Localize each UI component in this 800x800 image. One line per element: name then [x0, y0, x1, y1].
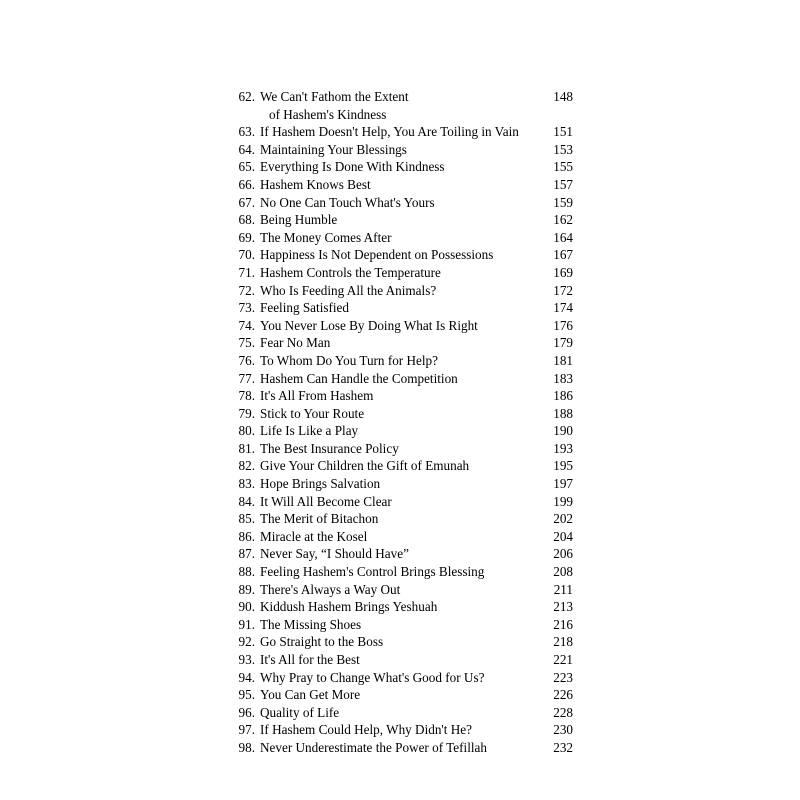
toc-entry-title — [260, 211, 337, 229]
toc-entry-number: 72. — [238, 282, 255, 298]
toc-entry-title — [260, 493, 392, 511]
toc-entry[interactable] — [228, 334, 573, 352]
toc-entry-page-number: 167 — [553, 247, 573, 263]
toc-entry-number: 77. — [238, 370, 255, 386]
toc-entry-text — [228, 475, 380, 493]
toc-entry-text — [228, 334, 330, 352]
toc-entry-page-number: 148 — [553, 89, 573, 104]
toc-entry-title-line1: You Never Lose By Doing What Is Right — [260, 317, 478, 333]
toc-entry-number: 95. — [238, 687, 255, 703]
toc-entry-title — [260, 633, 383, 651]
toc-entry-title-line1: Miracle at the Kosel — [260, 528, 368, 544]
toc-entry-title — [260, 264, 441, 282]
toc-entry-text — [228, 194, 435, 212]
toc-entry-number: 87. — [238, 546, 255, 562]
toc-entry-page-number: 213 — [553, 599, 573, 615]
toc-entry-title — [260, 194, 435, 212]
toc-entry-page-number: 174 — [553, 300, 573, 316]
toc-entry-title-line1: Feeling Hashem's Control Brings Blessing — [260, 564, 485, 580]
toc-entry-title-line1: Life Is Like a Play — [260, 423, 359, 439]
toc-entry[interactable] — [228, 669, 573, 687]
toc-entry-text — [228, 141, 407, 159]
toc-entry-title — [260, 229, 391, 247]
toc-entry-title-line1: If Hashem Doesn't Help, You Are Toiling in Vain — [260, 124, 519, 140]
toc-entry[interactable] — [228, 686, 573, 704]
toc-entry[interactable] — [228, 405, 573, 423]
toc-entry[interactable] — [228, 317, 573, 335]
toc-entry-number: 71. — [238, 264, 255, 280]
toc-entry-number: 94. — [238, 669, 255, 685]
toc-entry[interactable] — [228, 211, 573, 229]
toc-entry-page-number: 226 — [553, 687, 573, 703]
toc-entry-title — [260, 651, 360, 669]
toc-entry-number: 65. — [238, 159, 255, 175]
toc-entry[interactable] — [228, 299, 573, 317]
toc-entry-text — [228, 176, 371, 194]
toc-entry-text — [228, 563, 484, 581]
toc-entry-number: 79. — [238, 405, 255, 421]
toc-entry-number: 86. — [238, 528, 255, 544]
toc-entry-number: 64. — [238, 141, 255, 157]
toc-entry-page-number: 162 — [553, 212, 573, 228]
toc-entry-title — [260, 317, 478, 335]
toc-entry-title — [260, 457, 469, 475]
toc-entry-page-number: 206 — [553, 546, 573, 562]
toc-entry-text — [228, 317, 478, 335]
toc-entry[interactable] — [228, 422, 573, 440]
toc-entry-title-line1: It Will All Become Clear — [260, 493, 392, 509]
toc-entry[interactable] — [228, 194, 573, 212]
toc-entry[interactable] — [228, 387, 573, 405]
toc-entry-text — [228, 457, 469, 475]
toc-entry-page-number: 183 — [553, 370, 573, 386]
toc-entry-title — [260, 440, 399, 458]
toc-entry-text — [228, 440, 399, 458]
toc-entry-number: 69. — [238, 229, 255, 245]
toc-entry[interactable] — [228, 176, 573, 194]
toc-entry-page-number: 151 — [553, 124, 573, 140]
toc-entry-page-number: 190 — [553, 423, 573, 439]
toc-entry-page-number: 188 — [553, 405, 573, 421]
toc-entry-title — [260, 545, 409, 563]
toc-entry-title — [260, 721, 472, 739]
toc-entry-page-number: 204 — [553, 528, 573, 544]
toc-entry-page-number: 230 — [553, 722, 573, 738]
toc-entry-title-line1: Who Is Feeding All the Animals? — [260, 282, 437, 298]
toc-entry-title-line1: It's All for the Best — [260, 652, 360, 667]
toc-entry-number: 80. — [238, 423, 255, 439]
toc-entry-title — [260, 510, 378, 528]
toc-entry-title — [260, 158, 445, 176]
toc-entry-title-line1: The Missing Shoes — [260, 616, 362, 632]
toc-entry-page-number: 199 — [553, 493, 573, 509]
toc-entry-text — [228, 581, 400, 599]
toc-entry-title — [260, 686, 360, 704]
toc-entry[interactable] — [228, 282, 573, 300]
toc-entry-text — [228, 721, 472, 739]
toc-entry-text — [228, 633, 383, 651]
toc-entry-title-line1: Hope Brings Salvation — [260, 476, 381, 492]
toc-entry-text — [228, 158, 445, 176]
toc-entry-number: 89. — [238, 581, 255, 597]
toc-entry-text — [228, 246, 493, 264]
toc-entry-title — [260, 422, 358, 440]
toc-entry-title — [260, 282, 436, 300]
toc-entry-page-number: 211 — [553, 581, 573, 597]
toc-entry-number: 93. — [238, 652, 255, 667]
toc-entry-title-line1: Quality of Life — [260, 704, 340, 720]
toc-entry[interactable] — [228, 581, 573, 599]
toc-entry[interactable] — [228, 158, 573, 176]
toc-entry-title — [260, 352, 438, 370]
toc-entry[interactable] — [228, 616, 573, 634]
toc-entry-text — [228, 651, 360, 669]
toc-entry-title-line1: Hashem Can Handle the Competition — [260, 370, 458, 386]
toc-entry-number: 96. — [238, 704, 255, 720]
toc-entry-text — [228, 616, 361, 634]
toc-entry-number: 82. — [238, 458, 255, 474]
toc-entry-title — [260, 299, 349, 317]
toc-entry-title-line1: Go Straight to the Boss — [260, 634, 384, 650]
toc-entry-title-line1: Kiddush Hashem Brings Yeshuah — [260, 599, 438, 615]
toc-entry-title-line1: Hashem Knows Best — [260, 176, 371, 192]
toc-entry-number: 62. — [238, 89, 255, 104]
toc-entry-title — [260, 475, 380, 493]
toc-entry-page-number: 221 — [553, 652, 573, 667]
toc-entry-page-number: 169 — [553, 264, 573, 280]
toc-entry-page-number: 153 — [553, 141, 573, 157]
toc-entry-text — [228, 739, 487, 757]
toc-entry-title-line1: You Can Get More — [260, 687, 361, 703]
toc-entry-title — [260, 88, 409, 123]
toc-entry-title — [260, 387, 373, 405]
toc-entry-text — [228, 282, 436, 300]
toc-entry-number: 88. — [238, 564, 255, 580]
toc-entry-page-number: 176 — [553, 317, 573, 333]
toc-entry-title-line1: The Money Comes After — [260, 229, 392, 245]
toc-entry[interactable] — [228, 510, 573, 528]
toc-entry-number: 98. — [238, 739, 255, 755]
toc-entry[interactable] — [228, 739, 573, 757]
toc-entry[interactable] — [228, 246, 573, 264]
toc-entry-page-number: 193 — [553, 440, 573, 456]
toc-entry-text — [228, 387, 373, 405]
toc-entry-title — [260, 176, 371, 194]
toc-entry-title — [260, 563, 484, 581]
toc-entry-page-number: 195 — [553, 458, 573, 474]
toc-entry-title-line1: The Merit of Bitachon — [260, 511, 379, 527]
toc-entry-page-number: 202 — [553, 511, 573, 527]
toc-entry-text — [228, 299, 349, 317]
toc-entry-text — [228, 123, 519, 141]
toc-entry[interactable] — [228, 141, 573, 159]
toc-entry[interactable] — [228, 352, 573, 370]
toc-entry-text — [228, 598, 437, 616]
toc-entry-text — [228, 704, 339, 722]
toc-entry[interactable] — [228, 493, 573, 511]
toc-entry-title — [260, 334, 330, 352]
toc-entry-title — [260, 581, 400, 599]
toc-entry-number: 85. — [238, 511, 255, 527]
toc-entry-page-number: 172 — [553, 282, 573, 298]
toc-entry-number: 63. — [238, 124, 255, 140]
toc-entry-title-line1: Stick to Your Route — [260, 405, 365, 421]
toc-entry[interactable] — [228, 563, 573, 581]
toc-entry-text — [228, 686, 360, 704]
toc-entry-page-number: 223 — [553, 669, 573, 685]
toc-entry-text — [228, 510, 378, 528]
toc-entry-page-number: 232 — [553, 739, 573, 755]
toc-entry-text — [228, 370, 458, 388]
toc-entry-number: 68. — [238, 212, 255, 228]
toc-entry-title-line1: Why Pray to Change What's Good for Us? — [260, 669, 485, 685]
toc-entry[interactable] — [228, 598, 573, 616]
toc-entry-title-line1: To Whom Do You Turn for Help? — [260, 352, 438, 368]
toc-entry-number: 92. — [238, 634, 255, 650]
toc-entry-title-line1: If Hashem Could Help, Why Didn't He? — [260, 722, 472, 738]
toc-entry-text — [228, 669, 484, 687]
toc-entry-title-line1: The Best Insurance Policy — [260, 440, 399, 456]
toc-entry[interactable] — [228, 704, 573, 722]
toc-entry[interactable] — [228, 264, 573, 282]
toc-entry-number: 81. — [238, 440, 255, 456]
toc-entry-title-line1: No One Can Touch What's Yours — [260, 194, 435, 210]
toc-entry[interactable] — [228, 229, 573, 247]
toc-entry-page-number: 157 — [553, 176, 573, 192]
toc-entry-page-number: 208 — [553, 564, 573, 580]
toc-entry[interactable] — [228, 721, 573, 739]
toc-entry-title-line1: Happiness Is Not Dependent on Possessions — [260, 247, 494, 263]
toc-entry-page-number: 181 — [553, 352, 573, 368]
toc-entry-title — [260, 528, 367, 546]
toc-entry-title — [260, 246, 493, 264]
toc-entry-number: 84. — [238, 493, 255, 509]
toc-entry-number: 73. — [238, 300, 255, 316]
toc-entry-page-number: 164 — [553, 229, 573, 245]
toc-entry-page-number: 228 — [553, 704, 573, 720]
toc-entry-text — [228, 352, 438, 370]
toc-entry-number: 83. — [238, 476, 255, 492]
toc-entry[interactable] — [228, 545, 573, 563]
toc-entry-title — [260, 141, 407, 159]
toc-entry-text — [228, 264, 441, 282]
toc-entry-page-number: 216 — [553, 616, 573, 632]
toc-entry-title-line1: There's Always a Way Out — [260, 581, 401, 597]
toc-entry-title — [260, 704, 339, 722]
toc-entry-page-number: 186 — [553, 388, 573, 404]
toc-entry-title-line1: Never Say, “I Should Have” — [260, 546, 409, 562]
toc-entry[interactable] — [228, 457, 573, 475]
toc-entry[interactable] — [228, 475, 573, 493]
toc-entry-title-line1: We Can't Fathom the Extent — [260, 89, 409, 104]
toc-entry-text — [228, 229, 391, 247]
toc-entry-page-number: 155 — [553, 159, 573, 175]
toc-entry-number: 70. — [238, 247, 255, 263]
toc-entry-title-line1: Hashem Controls the Temperature — [260, 264, 441, 280]
toc-entry-number: 76. — [238, 352, 255, 368]
toc-entry[interactable] — [228, 440, 573, 458]
toc-entry-title-line1: It's All From Hashem — [260, 388, 374, 404]
toc-entry[interactable] — [228, 651, 573, 669]
toc-entry-number: 97. — [238, 722, 255, 738]
toc-entry-text — [228, 405, 364, 423]
toc-entry-title-line1: Feeling Satisfied — [260, 300, 350, 316]
toc-entry-page-number: 197 — [553, 476, 573, 492]
toc-entry-title-line1: Being Humble — [260, 212, 338, 228]
toc-entry-title — [260, 616, 361, 634]
toc-entry-title-line1: Fear No Man — [260, 335, 331, 351]
toc-entry-text — [228, 528, 367, 546]
toc-entry-title — [260, 405, 364, 423]
toc-entry-number: 67. — [238, 194, 255, 210]
toc-entry[interactable] — [228, 123, 573, 141]
toc-entry-number: 66. — [238, 176, 255, 192]
toc-entry-title — [260, 370, 458, 388]
toc-entry-number: 75. — [238, 335, 255, 351]
toc-entry-title-line1: Everything Is Done With Kindness — [260, 159, 445, 175]
toc-entry-page-number: 218 — [553, 634, 573, 650]
toc-entry-title — [260, 739, 487, 757]
toc-entry-title — [260, 123, 519, 141]
toc-entry-title — [260, 598, 437, 616]
toc-entry[interactable] — [228, 528, 573, 546]
toc-entry-number: 90. — [238, 599, 255, 615]
toc-entry-text — [228, 88, 409, 123]
table-of-contents — [228, 88, 573, 757]
toc-entry-text — [228, 211, 337, 229]
toc-entry-page-number: 179 — [553, 335, 573, 351]
toc-entry-page-number: 159 — [553, 194, 573, 210]
toc-entry[interactable] — [228, 633, 573, 651]
toc-entry-title — [260, 669, 484, 687]
toc-entry[interactable] — [228, 370, 573, 388]
toc-entry-number: 91. — [238, 616, 255, 632]
toc-entry-number: 78. — [238, 388, 255, 404]
toc-entry[interactable] — [228, 88, 573, 123]
toc-entry-title-line1: Never Underestimate the Power of Tefillah — [260, 739, 487, 755]
toc-entry-text — [228, 493, 392, 511]
toc-entry-number: 74. — [238, 317, 255, 333]
toc-entry-title-line1: Give Your Children the Gift of Emunah — [260, 458, 470, 474]
toc-entry-text — [228, 422, 358, 440]
toc-entry-title-line2: of Hashem's Kindness — [269, 106, 387, 122]
toc-entry-title-line1: Maintaining Your Blessings — [260, 141, 407, 157]
toc-entry-text — [228, 545, 409, 563]
